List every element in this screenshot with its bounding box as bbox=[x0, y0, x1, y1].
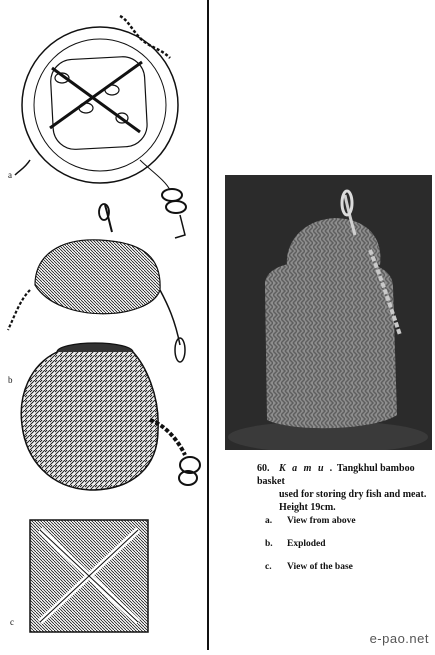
column-divider bbox=[207, 0, 209, 650]
caption-line-1: Tangkhul bamboo basket bbox=[257, 463, 415, 487]
photo-basket-shape bbox=[225, 175, 432, 450]
legend-text: View of the base bbox=[287, 562, 353, 572]
legend-key: a. bbox=[265, 516, 273, 526]
legend-item-c bbox=[265, 562, 435, 572]
caption-title: K a m u . bbox=[279, 463, 335, 474]
site-watermark: e-pao.net bbox=[369, 631, 429, 646]
figure-caption bbox=[257, 462, 432, 514]
legend-text: Exploded bbox=[287, 539, 326, 549]
legend-item-a bbox=[265, 516, 435, 526]
figure-c-base-view bbox=[30, 520, 148, 632]
figure-a-top-view bbox=[15, 16, 186, 238]
caption-number: 60. bbox=[257, 463, 270, 474]
figure-b-exploded-view bbox=[8, 204, 200, 490]
figure-c-label: c bbox=[10, 617, 14, 627]
figure-b-label: b bbox=[8, 375, 13, 385]
caption-line-3: Height 19cm. bbox=[279, 502, 336, 513]
caption-line-2: used for storing dry fish and meat. bbox=[279, 489, 427, 500]
illustration-panel bbox=[0, 0, 207, 650]
legend-key: c. bbox=[265, 562, 272, 572]
legend-item-b bbox=[265, 539, 435, 549]
basket-drawings bbox=[0, 0, 207, 650]
figure-a-label: a bbox=[8, 170, 12, 180]
basket-photograph bbox=[225, 175, 432, 450]
legend-text: View from above bbox=[287, 516, 356, 526]
legend-key: b. bbox=[265, 539, 273, 549]
